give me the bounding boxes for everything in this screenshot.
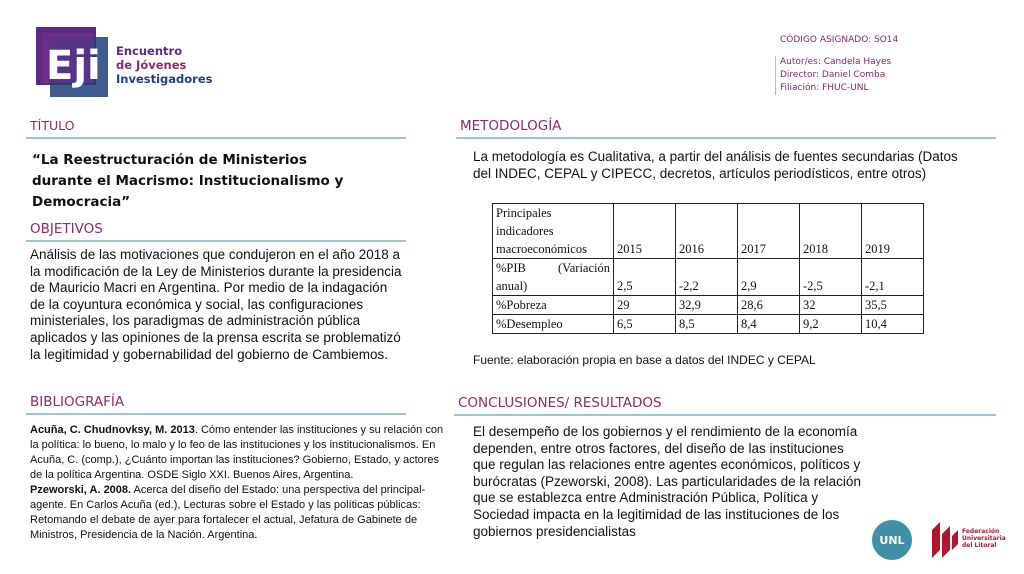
conclusiones-text: El desempeño de los gobiernos y el rendimiento de la economía dependen, entre otros factores, del diseño de las instituciones que regulan las relaciones entre agentes económicos, políticos y burócratas (Pzeworski, 2008). Las particularidades de la relación que se establezca entre Administración Pública, Política y Sociedad impacta en la legitimidad de las instituciones de los gobiernos presidencialistas	[473, 424, 861, 539]
svg-text:Eji: Eji	[46, 43, 101, 89]
year-cell: 2015	[614, 204, 676, 259]
table-source: Fuente: elaboración propia en base a datos del INDEC y CEPAL	[473, 353, 816, 367]
table-cell: 35,5	[862, 296, 924, 315]
objetivos-heading: OBJETIVOS	[30, 221, 103, 237]
reference-1	[30, 423, 450, 483]
bibliografia-list	[30, 423, 450, 543]
federacion-logo-icon	[928, 520, 960, 560]
poster-title: “La Reestructuración de Ministerios durante el Macrismo: Institucionalismo y Democracia”	[32, 152, 344, 210]
metodologia-heading: METODOLOGÍA	[460, 118, 562, 134]
author-details	[775, 56, 898, 95]
titulo-heading: TÍTULO	[30, 118, 75, 133]
reference-1-text: . Cómo entender las instituciones y su relación con la política: lo bueno, lo malo y lo feo de las instituciones y los institucionalismos. En Acuña, C. (comp.), ¿Cuánto importan las instituciones? Gobierno, Estado, y actores de la política Argentina. OSDE Siglo XXI. Buenos Aires, Argentina.	[30, 424, 444, 481]
table-header-label: Principales indicadores macroeconómicos	[493, 204, 614, 259]
table-cell: 2,5	[614, 259, 676, 296]
author-line: Autor/es: Candela Hayes	[780, 57, 892, 67]
table-cell: 29	[614, 296, 676, 315]
objetivos-rule	[26, 240, 406, 242]
year-cell: 2016	[676, 204, 738, 259]
table-cell: -2,5	[800, 259, 862, 296]
objetivos-text: Análisis de las motivaciones que condujeron en el año 2018 a la modificación de la Ley de Ministerios durante la presidencia de Mauricio Macri en Argentina. Por medio de la indagación de la coyuntura económica y social, las configuraciones ministeriales, los paradigmas de administración pública aplicados y las opiniones de la prensa escrita se problematizó la legitimidad y gobernabilidad del gobierno de Cambiemos.	[30, 247, 402, 362]
metodologia-text: La metodología es Cualitativa, a partir del análisis de fuentes secundarias (Datos del INDEC, CEPAL y CIPECC, decretos, artículos periodísticos, entre otros)	[473, 149, 958, 181]
pib-label-b: (Variación	[557, 261, 610, 275]
reference-2-author: Pzeworski, A. 2008.	[30, 484, 132, 496]
logo-line-3: Investigadores	[116, 72, 213, 86]
reference-2	[30, 483, 450, 543]
header-info	[780, 34, 898, 95]
eji-logo-icon	[36, 27, 108, 97]
table-cell: 8,4	[738, 315, 800, 334]
federacion-logo-text: Federación Universitaria del Litoral	[962, 528, 1006, 549]
table-row	[493, 315, 924, 334]
year-cell: 2019	[862, 204, 924, 259]
table-cell: 6,5	[614, 315, 676, 334]
table-cell: 8,5	[676, 315, 738, 334]
bibliografia-rule	[26, 413, 406, 415]
table-cell: 2,9	[738, 259, 800, 296]
table-row	[493, 259, 924, 296]
conclusiones-heading: CONCLUSIONES/ RESULTADOS	[458, 395, 662, 411]
conclusiones-rule	[454, 414, 996, 416]
year-cell: 2017	[738, 204, 800, 259]
row-label-pobreza: %Pobreza	[493, 296, 614, 315]
table-cell: 9,2	[800, 315, 862, 334]
pib-label-c: anual)	[496, 279, 528, 293]
indicators-table	[492, 203, 924, 334]
director-line: Director: Daniel Comba	[780, 70, 886, 80]
logo-line-1: Encuentro	[116, 44, 183, 58]
table-cell: -2,1	[862, 259, 924, 296]
logo-line-2: de Jóvenes	[116, 58, 187, 72]
table-row	[493, 296, 924, 315]
assigned-code: CÓDIGO ASIGNADO: SO14	[780, 35, 899, 45]
metodologia-rule	[456, 137, 996, 139]
titulo-rule	[26, 137, 406, 139]
year-cell: 2018	[800, 204, 862, 259]
reference-1-author: Acuña, C. Chudnovksy, M. 2013	[30, 424, 195, 436]
pib-label-a: %PIB	[496, 261, 526, 275]
row-label-pib	[493, 259, 614, 296]
reference-2-text: Acerca del diseño del Estado: una perspectiva del principal-agente. En Carlos Acuña (ed.), Lecturas sobre el Estado y las políticas públicas: Retomando el debate de ayer para fortalecer el actual, Jefatura de Gabinete de Ministros, Presidencia de la Nación. Argentina.	[30, 484, 426, 541]
unl-logo-icon: UNL	[872, 520, 912, 560]
bibliografia-heading: BIBLIOGRAFÍA	[30, 394, 125, 410]
table-cell: -2,2	[676, 259, 738, 296]
row-label-desempleo: %Desempleo	[493, 315, 614, 334]
table-cell: 10,4	[862, 315, 924, 334]
table-cell: 32	[800, 296, 862, 315]
eji-logo-text	[116, 44, 213, 86]
affiliation-line: Filiación: FHUC-UNL	[780, 83, 869, 93]
table-cell: 28,6	[738, 296, 800, 315]
table-cell: 32,9	[676, 296, 738, 315]
table-header-row	[493, 204, 924, 259]
